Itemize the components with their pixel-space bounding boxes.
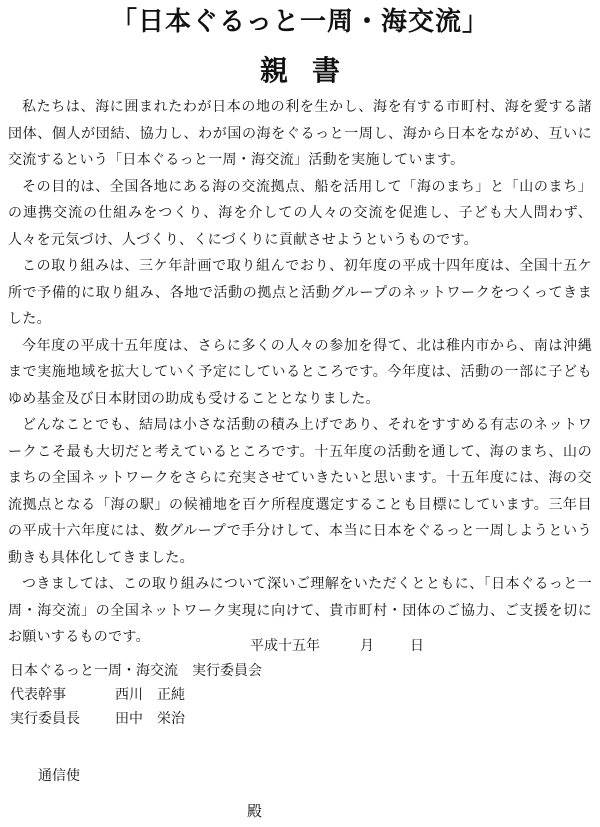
document-subtitle: 親書 — [259, 54, 364, 87]
signatory-role: 実行委員長 — [10, 711, 80, 727]
paragraph: この取り組みは、三ケ年計画で取り組んでおり、初年度の平成十四年度は、全国十五ケ所で予備的に取り組み、各地で活動の拠点と活動グループのネットワークをつくってきました。 — [8, 258, 592, 327]
paragraph: 今年度の平成十五年度は、さらに多くの人々の参加を得て、北は稚内市から、南は沖縄まで実施地域を拡大していく予定にしているところです。今年度は、活動の一部に子どもゆめ基金及び日本財団の助成も受けることとなりました。 — [8, 337, 592, 407]
signatory-name: 田中 栄治 — [115, 711, 185, 727]
signatory-role: 代表幹事 — [10, 687, 66, 703]
letter-date — [250, 634, 424, 658]
paragraph: つきましては、この取り組みについて深いご理解をいただくとともに、「日本ぐるっと一周・海交流」の全国ネットワーク実現に向けて、貴市町村・団体のご協力、ご支援を切にお願いするものです。 — [8, 576, 592, 645]
date-day: 日 — [410, 638, 424, 654]
signatory-row — [10, 707, 185, 731]
document-title: 「日本ぐるっと一周・海交流」 — [110, 7, 489, 37]
date-month: 月 — [360, 638, 374, 654]
paragraph: どんなことでも、結局は小さな活動の積み上げであり、それをすすめる有志のネットワークこそ最も大切だと考えているところです。十五年度の活動を通して、海のまち、山のまちの全国ネットワークをさらに充実させていきたいと思います。十五年度には、海の交流拠点となる「海の駅」の候補地を百ケ所程度選定することも目標にしています。三年目の平成十六年度には、数グループで手分けして、本当に日本をぐるっと一周しようという動きも具体化してきました。 — [8, 417, 592, 566]
messenger-label: 通信使 — [38, 768, 80, 784]
addressee-honorific: 殿 — [247, 802, 263, 820]
organization-name: 日本ぐるっと一周・海交流 実行委員会 — [10, 663, 262, 679]
letter-body — [8, 94, 592, 651]
date-era-year: 平成十五年 — [250, 638, 320, 654]
signatory-row — [10, 683, 185, 707]
signatory-name: 西川 正純 — [115, 687, 185, 703]
paragraph: その目的は、全国各地にある海の交流拠点、船を活用して「海のまち」と「山のまち」の連携交流の仕組みをつくり、海を介しての人々の交流を促進し、子ども大人問わず、人々を元気づけ、人づくり、くにづくりに貢献させようというものです。 — [8, 178, 592, 248]
paragraph: 私たちは、海に囲まれたわが日本の地の利を生かし、海を有する市町村、海を愛する諸団体、個人が団結、協力し、わが国の海をぐるっと一周し、海から日本をながめ、互いに交流するという「日本ぐるっと一周・海交流」活動を実施しています。 — [8, 99, 592, 168]
